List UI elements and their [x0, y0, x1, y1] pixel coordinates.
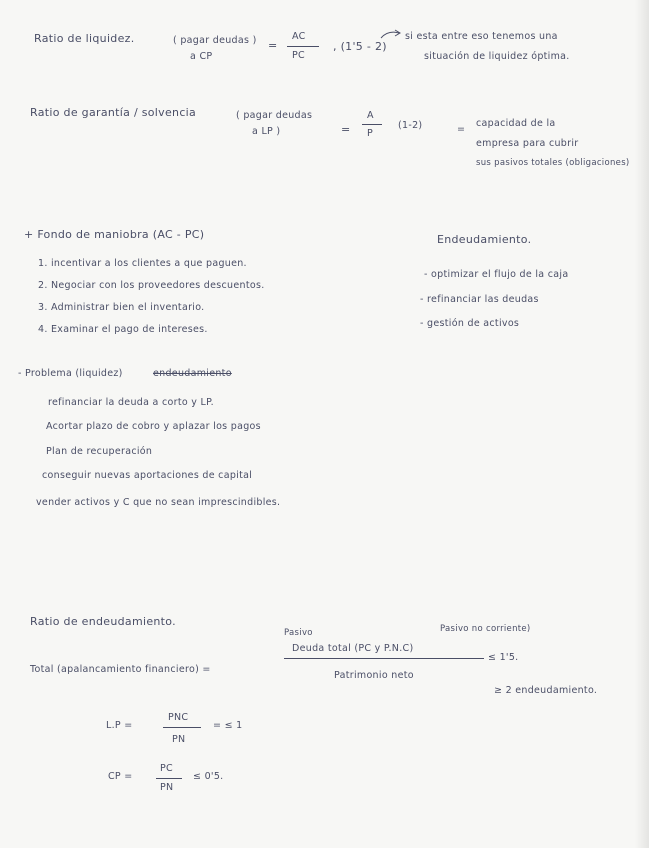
- fondo-title: + Fondo de maniobra (AC - PC): [24, 228, 205, 241]
- liquidez-range: , (1'5 - 2): [333, 40, 387, 53]
- problema-title: - Problema (liquidez): [18, 368, 123, 379]
- liquidez-desc-bottom: a CP: [190, 51, 213, 62]
- garantia-note-line2: empresa para cubrir: [476, 138, 579, 149]
- lp-fraction-bar: [163, 727, 201, 728]
- problema-item-5: vender activos y C que no sean imprescindibles.: [36, 497, 281, 508]
- garantia-desc-bottom: a LP ): [252, 126, 281, 137]
- problema-item-2: Acortar plazo de cobro y aplazar los pagos: [46, 421, 261, 432]
- lp-numerator: PNC: [168, 712, 189, 723]
- liquidez-note-line2: situación de liquidez óptima.: [424, 51, 570, 62]
- garantia-note-line3: sus pasivos totales (obligaciones): [476, 158, 630, 168]
- liquidez-fraction-bar: [287, 46, 319, 47]
- garantia-equals: =: [341, 123, 351, 136]
- endeudamiento-condition-2: ≥ 2 endeudamiento.: [494, 685, 598, 696]
- total-apalancamiento-label: Total (apalancamiento financiero) =: [30, 664, 211, 675]
- arrow-icon: [380, 29, 402, 39]
- ratio-endeudamiento-label: Ratio de endeudamiento.: [30, 615, 176, 628]
- lp-denominator: PN: [172, 734, 186, 745]
- problema-item-1: refinanciar la deuda a corto y LP.: [48, 397, 214, 408]
- endeudamiento-item-1: - optimizar el flujo de la caja: [424, 269, 569, 280]
- problema-item-4: conseguir nuevas aportaciones de capital: [42, 470, 253, 481]
- garantia-note-line1: capacidad de la: [476, 118, 556, 129]
- garantia-desc-top: ( pagar deudas: [236, 110, 313, 121]
- liquidez-equals: =: [268, 39, 278, 52]
- pasivo-no-corriente-label: Pasivo no corriente): [440, 624, 531, 634]
- liquidez-numerator: AC: [292, 31, 306, 42]
- endeudamiento-item-3: - gestión de activos: [420, 318, 520, 329]
- page-edge-shadow: [635, 0, 649, 848]
- endeudamiento-condition-1: ≤ 1'5.: [488, 652, 519, 663]
- garantia-fraction-bar: [362, 124, 382, 125]
- cp-condition: ≤ 0'5.: [193, 771, 224, 782]
- problema-item-3: Plan de recuperación: [46, 446, 153, 457]
- liquidez-denominator: PC: [292, 50, 305, 61]
- patrimonio-neto-denominator: Patrimonio neto: [334, 670, 414, 681]
- deuda-total-numerator: Deuda total (PC y P.N.C): [292, 643, 414, 654]
- endeudamiento-item-2: - refinanciar las deudas: [420, 294, 539, 305]
- fondo-item-3: 3. Administrar bien el inventario.: [38, 302, 205, 313]
- cp-numerator: PC: [160, 763, 173, 774]
- cp-fraction-bar: [156, 778, 182, 779]
- garantia-denominator: P: [367, 128, 374, 139]
- lp-label: L.P =: [106, 720, 133, 731]
- fondo-item-4: 4. Examinar el pago de intereses.: [38, 324, 208, 335]
- problema-title-crossed: endeudamiento: [153, 368, 232, 379]
- endeudamiento-fraction-bar: [284, 658, 484, 659]
- garantia-range: (1-2): [398, 120, 423, 131]
- cp-label: CP =: [108, 771, 133, 782]
- fondo-item-1: 1. incentivar a los clientes a que paguen.: [38, 258, 247, 269]
- garantia-label: Ratio de garantía / solvencia: [30, 106, 197, 119]
- lp-condition: = ≤ 1: [213, 720, 243, 731]
- liquidez-note-line1: si esta entre eso tenemos una: [405, 31, 558, 42]
- garantia-dash: =: [457, 124, 466, 135]
- liquidez-desc-top: ( pagar deudas ): [173, 35, 257, 46]
- endeudamiento-title: Endeudamiento.: [437, 233, 532, 246]
- liquidez-label: Ratio de liquidez.: [34, 32, 135, 45]
- cp-denominator: PN: [160, 782, 174, 793]
- fondo-item-2: 2. Negociar con los proveedores descuentos.: [38, 280, 265, 291]
- pasivo-label: Pasivo: [284, 628, 313, 638]
- garantia-numerator: A: [367, 110, 374, 121]
